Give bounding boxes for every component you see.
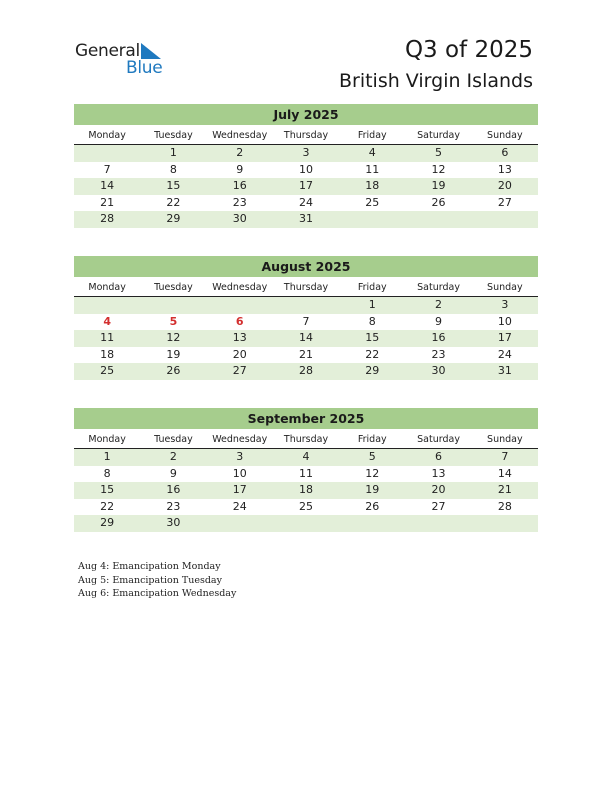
day-cell: 24: [298, 195, 313, 209]
day-cell: [207, 297, 273, 314]
week-row: [74, 482, 538, 499]
day-cell: 29: [166, 212, 181, 225]
day-cell: 31: [497, 364, 512, 377]
day-cell: 28: [100, 212, 115, 225]
day-cell: 2: [435, 298, 443, 311]
logo: [75, 41, 175, 77]
day-cell: 11: [365, 162, 380, 176]
day-cell: 20: [497, 179, 512, 192]
day-cell: 26: [365, 499, 380, 513]
day-cell: 7: [103, 162, 111, 176]
day-cell: 18: [365, 179, 380, 192]
day-cell: 1: [169, 146, 177, 159]
day-cell: 22: [100, 499, 115, 513]
weekday-label: Thursday: [283, 282, 329, 293]
day-cell: 3: [302, 146, 310, 159]
weekday-label: Sunday: [487, 282, 523, 293]
day-cell: [273, 297, 339, 314]
day-cell: 25: [298, 499, 313, 513]
day-cell: 11: [298, 466, 313, 480]
day-cell: 6: [501, 146, 509, 159]
holiday-day-cell: 6: [235, 314, 244, 328]
day-cell: 17: [298, 179, 313, 192]
day-cell: 4: [302, 450, 310, 463]
weekday-label: Tuesday: [154, 434, 193, 445]
day-cell: 9: [169, 466, 177, 480]
day-cell: 14: [298, 331, 313, 344]
day-cell: 10: [298, 162, 313, 176]
month-title: September 2025: [74, 408, 538, 429]
day-cell: [472, 211, 538, 228]
day-cell: 24: [497, 347, 512, 361]
day-cell: 16: [232, 179, 247, 192]
day-cell: 17: [232, 483, 247, 496]
day-cell: 27: [497, 195, 512, 209]
day-cell: 23: [431, 347, 446, 361]
day-cell: 26: [431, 195, 446, 209]
day-cell: 22: [166, 195, 181, 209]
day-cell: 18: [298, 483, 313, 496]
week-row: [74, 466, 538, 483]
holiday-notes: [78, 560, 236, 601]
holiday-note: Aug 6: Emancipation Wednesday: [78, 588, 237, 599]
day-cell: 12: [431, 162, 446, 176]
week-row: [74, 178, 538, 195]
weekday-label: Friday: [357, 282, 387, 293]
holiday-note: Aug 5: Emancipation Tuesday: [78, 574, 222, 586]
day-cell: 20: [232, 347, 247, 361]
weekday-label: Sunday: [487, 434, 523, 445]
weekday-label: Saturday: [417, 282, 460, 293]
day-cell: 9: [236, 162, 244, 176]
week-row: [74, 162, 538, 179]
day-cell: 9: [435, 314, 443, 328]
day-cell: 19: [166, 347, 181, 361]
weekday-label: Wednesday: [212, 434, 268, 445]
weekday-label: Monday: [88, 130, 126, 141]
day-cell: 21: [100, 195, 115, 209]
day-cell: 1: [103, 450, 111, 463]
weekday-label: Wednesday: [212, 130, 268, 141]
weekday-label: Friday: [357, 130, 387, 141]
month-title: July 2025: [74, 104, 538, 125]
day-cell: 15: [365, 331, 380, 344]
day-cell: 8: [368, 314, 376, 328]
week-row: [74, 145, 538, 162]
day-cell: 26: [166, 364, 181, 377]
weekday-label: Sunday: [487, 130, 523, 141]
week-row: [74, 297, 538, 314]
day-cell: 23: [166, 499, 181, 513]
weekday-label: Saturday: [417, 130, 460, 141]
weekday-label: Tuesday: [154, 130, 193, 141]
logo-blue-text: Blue: [126, 58, 163, 78]
day-cell: 14: [100, 179, 115, 192]
day-cell: 28: [298, 364, 313, 377]
day-cell: 10: [497, 314, 512, 328]
holiday-note: Aug 4: Emancipation Monday: [78, 561, 221, 572]
day-cell: 14: [497, 466, 512, 480]
week-row: [74, 515, 538, 532]
day-cell: 7: [302, 314, 310, 328]
day-cell: [339, 515, 405, 532]
day-cell: 22: [365, 347, 380, 361]
day-cell: 6: [435, 450, 443, 463]
day-cell: [74, 297, 140, 314]
logo-general-text: General: [75, 41, 140, 61]
day-cell: [405, 515, 471, 532]
day-cell: 29: [365, 364, 380, 377]
day-cell: 17: [497, 331, 512, 344]
weekday-label: Wednesday: [212, 282, 268, 293]
day-cell: [339, 211, 405, 228]
weekday-label: Monday: [88, 282, 126, 293]
week-row: [74, 347, 538, 364]
day-cell: 8: [169, 162, 177, 176]
month-calendar: [74, 256, 538, 380]
weekday-label: Tuesday: [154, 282, 193, 293]
day-cell: 4: [368, 146, 376, 159]
weekday-header-row: [74, 431, 538, 449]
day-cell: [207, 515, 273, 532]
month-title: August 2025: [74, 256, 538, 277]
day-cell: 5: [435, 146, 443, 159]
day-cell: 29: [100, 516, 115, 529]
day-cell: 27: [431, 499, 446, 513]
weekday-label: Friday: [357, 434, 387, 445]
day-cell: 1: [368, 298, 376, 311]
weekday-label: Monday: [88, 434, 126, 445]
day-cell: 20: [431, 483, 446, 496]
day-cell: 5: [368, 450, 376, 463]
week-row: [74, 314, 538, 331]
day-cell: 19: [431, 179, 446, 192]
day-cell: 25: [365, 195, 380, 209]
day-cell: 12: [166, 331, 181, 344]
week-row: [74, 211, 538, 228]
day-cell: 2: [236, 146, 244, 159]
day-cell: 3: [501, 298, 509, 311]
week-row: [74, 449, 538, 466]
day-cell: 28: [497, 499, 512, 513]
day-cell: 13: [497, 162, 512, 176]
weekday-header-row: [74, 279, 538, 297]
day-cell: [273, 515, 339, 532]
page-subtitle: British Virgin Islands: [338, 70, 533, 92]
day-cell: 13: [232, 331, 247, 344]
weekday-label: Thursday: [283, 130, 329, 141]
day-cell: 31: [298, 212, 313, 225]
week-row: [74, 330, 538, 347]
day-cell: 13: [431, 466, 446, 480]
holiday-day-cell: 4: [103, 314, 111, 328]
day-cell: 2: [169, 450, 177, 463]
day-cell: 16: [166, 483, 181, 496]
day-cell: 25: [100, 364, 115, 377]
day-cell: 10: [232, 466, 247, 480]
week-row: [74, 195, 538, 212]
day-cell: 15: [100, 483, 115, 496]
day-cell: 3: [236, 450, 244, 463]
weekday-header-row: [74, 127, 538, 145]
day-cell: [405, 211, 471, 228]
day-cell: [140, 297, 206, 314]
page-title: Q3 of 2025: [404, 37, 533, 63]
day-cell: 24: [232, 499, 247, 513]
day-cell: 21: [497, 483, 512, 496]
day-cell: [472, 515, 538, 532]
week-row: [74, 499, 538, 516]
weekday-label: Thursday: [283, 434, 329, 445]
day-cell: 30: [232, 212, 247, 225]
day-cell: 19: [365, 483, 380, 496]
day-cell: 18: [100, 347, 115, 361]
day-cell: 12: [365, 466, 380, 480]
month-calendar: [74, 408, 538, 532]
day-cell: 21: [298, 347, 313, 361]
day-cell: 27: [232, 364, 247, 377]
day-cell: 7: [501, 450, 509, 463]
day-cell: 23: [232, 195, 247, 209]
day-cell: 11: [100, 331, 115, 344]
holiday-day-cell: 5: [169, 314, 178, 328]
day-cell: 16: [431, 331, 446, 344]
month-calendar: [74, 104, 538, 228]
day-cell: [74, 145, 140, 162]
day-cell: 30: [166, 516, 181, 529]
week-row: [74, 363, 538, 380]
day-cell: 15: [166, 179, 181, 192]
day-cell: 30: [431, 364, 446, 377]
day-cell: 8: [103, 466, 111, 480]
weekday-label: Saturday: [417, 434, 460, 445]
